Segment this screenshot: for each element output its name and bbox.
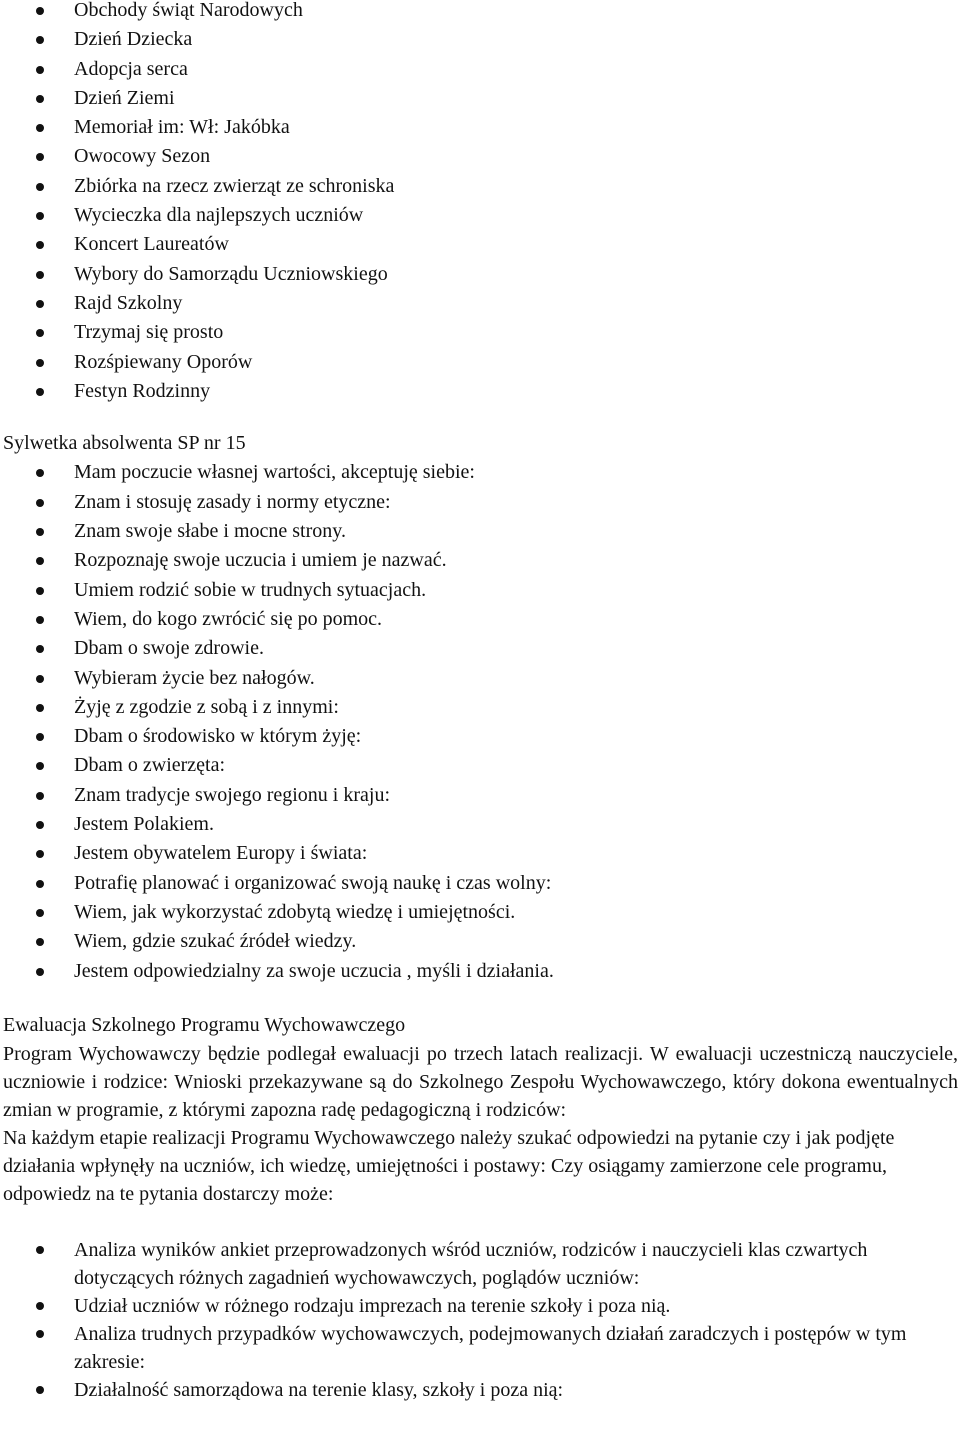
evaluation-paragraph-2: Na każdym etapie realizacji Programu Wychowawczego należy szukać odpowiedzi na pytanie czy i jak podjęte działania wpłynęły na uczniów, ich wiedzę, umiejętności i postawy: Czy osiągamy zamierzone cele programu, odpowiedz na te pytania dostarczy może:	[3, 1127, 895, 1206]
list-item-text: Wiem, do kogo zwrócić się po pomoc.	[74, 607, 383, 630]
list-item-text: Rozpoznaję swoje uczucia i umiem je nazwać.	[74, 549, 447, 572]
list-item-text: Znam i stosuję zasady i normy etyczne:	[74, 490, 391, 513]
evaluation-heading: Ewaluacja Szkolnego Programu Wychowawczego	[3, 1013, 406, 1036]
list-item	[0, 348, 960, 377]
list-item	[0, 927, 960, 956]
bullet-icon	[36, 1246, 44, 1254]
list-item-text: Rajd Szkolny	[74, 291, 183, 314]
list-item-text: Potrafię planować i organizować swoją naukę i czas wolny:	[74, 871, 552, 894]
list-item	[0, 664, 960, 693]
bullet-icon	[36, 528, 44, 536]
list-item	[0, 1376, 920, 1404]
bullet-icon	[36, 7, 44, 15]
events-list	[0, 0, 960, 406]
list-item-text: Memoriał im: Wł: Jakóbka	[74, 116, 290, 139]
list-item	[0, 1320, 920, 1376]
bullet-icon	[36, 183, 44, 191]
list-item-text: Festyn Rodzinny	[74, 379, 211, 402]
list-item	[0, 898, 960, 927]
bullet-icon	[36, 95, 44, 103]
bullet-icon	[36, 587, 44, 595]
list-item-text: Trzymaj się prosto	[74, 321, 224, 344]
list-item	[0, 517, 960, 546]
bullet-icon	[36, 938, 44, 946]
list-item	[0, 751, 960, 780]
list-item-text: Żyję z zgodzie z sobą i z innymi:	[74, 695, 339, 718]
bullet-icon	[36, 645, 44, 653]
bullet-icon	[36, 241, 44, 249]
list-item	[0, 488, 960, 517]
list-item-text: Dbam o zwierzęta:	[74, 754, 226, 777]
list-item	[0, 201, 960, 230]
list-item	[0, 172, 960, 201]
bullet-icon	[36, 762, 44, 770]
bullet-icon	[36, 388, 44, 396]
bullet-icon	[36, 821, 44, 829]
bullet-icon	[36, 212, 44, 220]
list-item-text: Dzień Dziecka	[74, 28, 193, 51]
list-item-text: Wybieram życie bez nałogów.	[74, 666, 315, 689]
list-item	[0, 84, 960, 113]
bullet-icon	[36, 968, 44, 976]
list-item	[0, 230, 960, 259]
list-item	[0, 722, 960, 751]
list-item	[0, 1236, 920, 1292]
list-item-text: Zbiórka na rzecz zwierząt ze schroniska	[74, 174, 395, 197]
bullet-icon	[36, 1386, 44, 1394]
list-item	[0, 693, 960, 722]
list-item-text: Rozśpiewany Oporów	[74, 350, 253, 373]
list-item	[0, 289, 960, 318]
list-item-text: Znam tradycje swojego regionu i kraju:	[74, 783, 391, 806]
list-item-text: Adopcja serca	[74, 57, 188, 80]
list-item-text: Wiem, gdzie szukać źródeł wiedzy.	[74, 930, 357, 953]
list-item-text: Jestem obywatelem Europy i świata:	[74, 842, 368, 865]
bullet-icon	[36, 36, 44, 44]
list-item-text: Dbam o środowisko w którym żyję:	[74, 725, 362, 748]
bullet-icon	[36, 704, 44, 712]
list-item-text: Wybory do Samorządu Uczniowskiego	[74, 262, 388, 285]
bullet-icon	[36, 909, 44, 917]
bullet-icon	[36, 792, 44, 800]
bullet-icon	[36, 469, 44, 477]
bullet-icon	[36, 1302, 44, 1310]
graduate-profile-heading: Sylwetka absolwenta SP nr 15	[3, 432, 246, 455]
list-item	[0, 113, 960, 142]
graduate-profile-list	[0, 458, 960, 985]
list-item	[0, 1292, 920, 1320]
list-item-text: Umiem rodzić sobie w trudnych sytuacjach.	[74, 578, 427, 601]
list-item	[0, 458, 960, 487]
list-item	[0, 810, 960, 839]
list-item-text: Analiza trudnych przypadków wychowawczych, podejmowanych działań zaradczych i postępów w tym zakresie:	[74, 1323, 907, 1374]
list-item	[0, 605, 960, 634]
list-item-text: Jestem Polakiem.	[74, 813, 214, 836]
list-item	[0, 781, 960, 810]
list-item	[0, 576, 960, 605]
list-item	[0, 957, 960, 986]
bullet-icon	[36, 850, 44, 858]
bullet-icon	[36, 733, 44, 741]
bullet-icon	[36, 271, 44, 279]
list-item	[0, 869, 960, 898]
list-item-text: Działalność samorządowa na terenie klasy, szkoły i poza nią:	[74, 1379, 564, 1402]
evaluation-paragraph-1: Program Wychowawczy będzie podlegał ewaluacji po trzech latach realizacji. W ewaluacji uczestniczą nauczyciele, uczniowie i rodzice: Wnioski przekazywane są do Szkolnego Zespołu Wychowawczego, który dokona ewentualnych zmian w programie, z którymi zapozna radę pedagogiczną i rodziców:	[3, 1043, 958, 1122]
list-item	[0, 55, 960, 84]
list-item-text: Znam swoje słabe i mocne strony.	[74, 520, 346, 543]
list-item	[0, 839, 960, 868]
bullet-icon	[36, 499, 44, 507]
list-item-text: Koncert Laureatów	[74, 233, 229, 256]
list-item-text: Analiza wyników ankiet przeprowadzonych wśród uczniów, rodziców i nauczycieli klas czwartych dotyczących różnych zagadnień wychowawczych, poglądów uczniów:	[74, 1239, 868, 1290]
bullet-icon	[36, 329, 44, 337]
bullet-icon	[36, 616, 44, 624]
list-item	[0, 377, 960, 406]
list-item-text: Dbam o swoje zdrowie.	[74, 637, 264, 660]
list-item	[0, 0, 960, 25]
bullet-icon	[36, 557, 44, 565]
list-item-text: Dzień Ziemi	[74, 86, 175, 109]
list-item-text: Udział uczniów w różnego rodzaju imprezach na terenie szkoły i poza nią.	[74, 1295, 671, 1318]
bullet-icon	[36, 359, 44, 367]
bullet-icon	[36, 300, 44, 308]
list-item-text: Mam poczucie własnej wartości, akceptuję siebie:	[74, 461, 475, 484]
list-item	[0, 318, 960, 347]
evaluation-methods-list	[0, 1236, 960, 1404]
list-item-text: Obchody świąt Narodowych	[74, 0, 303, 21]
list-item-text: Jestem odpowiedzialny za swoje uczucia , myśli i działania.	[74, 959, 554, 982]
bullet-icon	[36, 153, 44, 161]
list-item	[0, 634, 960, 663]
list-item-text: Owocowy Sezon	[74, 145, 211, 168]
bullet-icon	[36, 1330, 44, 1338]
list-item	[0, 25, 960, 54]
bullet-icon	[36, 880, 44, 888]
bullet-icon	[36, 675, 44, 683]
list-item	[0, 546, 960, 575]
bullet-icon	[36, 66, 44, 74]
list-item	[0, 142, 960, 171]
list-item-text: Wiem, jak wykorzystać zdobytą wiedzę i umiejętności.	[74, 900, 516, 923]
list-item-text: Wycieczka dla najlepszych uczniów	[74, 204, 364, 227]
list-item	[0, 260, 960, 289]
bullet-icon	[36, 124, 44, 132]
